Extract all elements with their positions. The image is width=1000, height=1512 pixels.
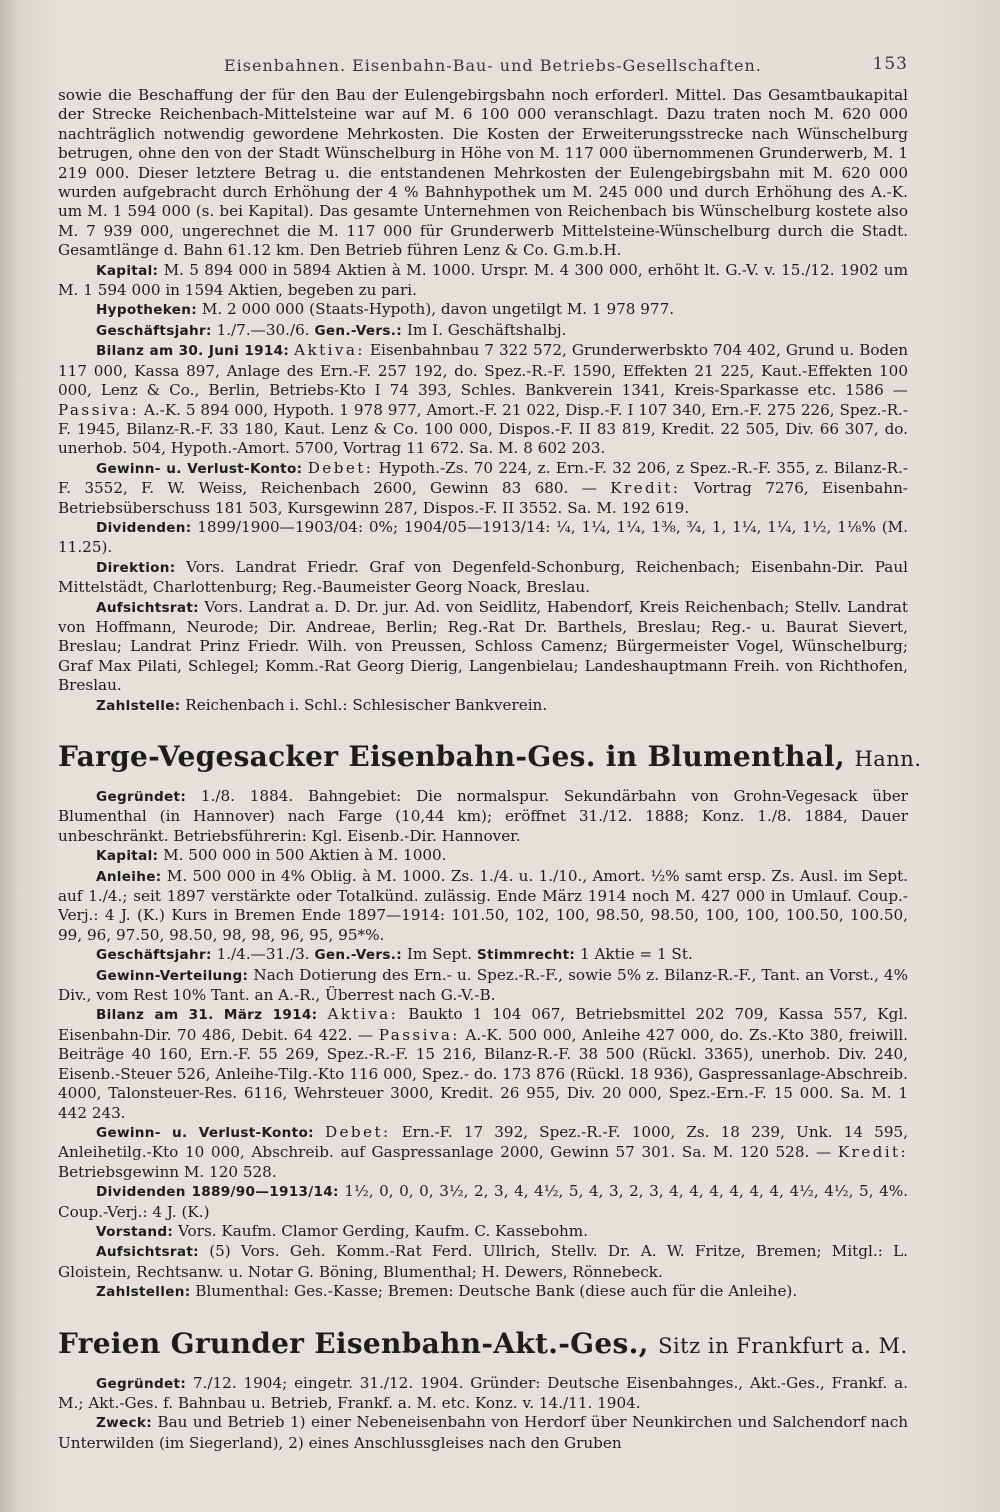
kredit-word: Kredit:	[610, 479, 681, 498]
gen-vers-text: Im Sept.	[406, 945, 473, 964]
geschaeftsjahr-label: Geschäftsjahr:	[96, 947, 212, 964]
aktiva-word: Aktiva:	[327, 1005, 399, 1024]
guv-label: Gewinn- u. Verlust-Konto:	[96, 460, 303, 477]
debet-word: Debet:	[307, 458, 374, 477]
aufsichtsrat-entry	[58, 1242, 908, 1282]
guv-debet-text: Hypoth.-Zs. 70 224, z. Ern.-F. 32 206, z Spez.-R.-F. 355, z. Bilanz-R.-F. 3552, F. W. Weiss, Reichenbach 2600, Gewinn 83 680. —	[58, 458, 908, 498]
section-eulengebirgsbahn	[58, 86, 908, 716]
dividenden-label: Dividenden:	[96, 519, 192, 536]
aufsichtsrat-text: Vors. Landrat a. D. Dr. jur. Ad. von Seidlitz, Habendorf, Kreis Reichenbach; Stellv. Landrat von Hoffmann, Neurode; Dir. Andreae, Berlin; Reg.-Rat Dr. Barthels, Breslau; Reg.- u. Baurat Sievert, Breslau; Landrat Prinz Friedr. Wilh. von Preussen, Schloss Camenz; Bürgermeister Vogel, Wünschelburg; Graf Max Pilati, Schlegel; Komm.-Rat Georg Dierig, Langenbielau; Landeshauptmann Freih. von Richthofen, Breslau.	[58, 597, 909, 695]
guv-kredit-text: Vortrag 7276, Eisenbahn-Betriebsüberschuss 181 503, Kursgewinn 287, Dispos.-F. II 3552. Sa. M. 192 619.	[58, 479, 908, 517]
guv-entry	[58, 1123, 908, 1182]
page-number: 153	[872, 54, 908, 74]
heading-city: Hann.	[854, 747, 922, 771]
passiva-word: Passiva:	[58, 400, 139, 419]
kapital-entry	[58, 846, 908, 866]
zahlstellen-label: Zahlstellen:	[96, 1284, 191, 1301]
bilanz-label: Bilanz am 30. Juni 1914:	[96, 343, 290, 360]
aufsichtsrat-label: Aufsichtsrat:	[96, 1244, 199, 1261]
direktion-text: Vors. Landrat Friedr. Graf von Degenfeld-Schonburg, Reichenbach; Eisenbahn-Dir. Paul Mittelstädt, Charlottenburg; Reg.-Baumeister Georg Noack, Breslau.	[58, 557, 909, 597]
heading-seat: Sitz in Frankfurt a. M.	[658, 1333, 908, 1358]
geschaeftsjahr-text: 1./4.—31./3.	[216, 945, 310, 964]
direktion-label: Direktion:	[96, 559, 176, 576]
guv-kredit-text: Betriebsgewinn M. 120 528.	[58, 1162, 277, 1181]
dividenden-label: Dividenden 1889/90—1913/14:	[96, 1184, 339, 1201]
bilanz-entry	[58, 341, 908, 458]
bilanz-entry	[58, 1005, 908, 1122]
kapital-text: M. 5 894 000 in 5894 Aktien à M. 1000. Urspr. M. 4 300 000, erhöht lt. G.-V. v. 15./12. 1902 um M. 1 594 000 in 1594 Aktien, begeben zu pari.	[58, 260, 908, 300]
bilanz-passiva-text: A.-K. 5 894 000, Hypoth. 1 978 977, Amort.-F. 21 022, Disp.-F. I 107 340, Ern.-F. 275 226, Spez.-R.-F. 1945, Bilanz-R.-F. 33 180, Kaut. Lenz & Co. 100 000, Dispos.-F. II 83 819, Kredit. 22 505, Div. 66 307, do. unerhob. 504, Hypoth.-Amort. 5700, Vortrag 11 672. Sa. M. 8 602 203.	[58, 400, 908, 458]
zweck-entry	[58, 1413, 908, 1453]
zahlstelle-label: Zahlstelle:	[96, 697, 181, 714]
anleihe-label: Anleihe:	[96, 868, 162, 885]
zweck-text: Bau und Betrieb 1) einer Nebeneisenbahn von Herdorf über Neunkirchen und Salchendorf nach Unterwilden (im Siegerland), 2) eines Anschlussgleises nach den Gruben	[58, 1413, 909, 1452]
geschaeftsjahr-text: 1./7.—30./6.	[216, 320, 310, 339]
debet-word: Debet:	[324, 1122, 391, 1141]
gewinn-verteilung-label: Gewinn-Verteilung:	[96, 967, 249, 984]
kapital-label: Kapital:	[96, 262, 159, 279]
heading-company: Freien Grunder Eisenbahn-Akt.-Ges.,	[58, 1326, 649, 1360]
gewinn-verteilung-entry	[58, 966, 908, 1006]
stimmrecht-label: Stimmrecht:	[476, 947, 576, 964]
gen-vers-label: Gen.-Vers.:	[314, 947, 403, 964]
aufsichtsrat-text: (5) Vors. Geh. Komm.-Rat Ferd. Ullrich, Stellv. Dr. A. W. Fritze, Bremen; Mitgl.: L. Gloistein, Rechtsanw. u. Notar G. Böning, Blumenthal; H. Dewers, Rönnebeck.	[58, 1242, 909, 1281]
kapital-text: M. 500 000 in 500 Aktien à M. 1000.	[163, 846, 447, 865]
bilanz-aktiva-text: Baukto 1 104 067, Betriebsmittel 202 709, Kassa 557, Kgl. Eisenbahn-Dir. 70 486, Debit. 64 422. —	[58, 1005, 909, 1044]
aufsichtsrat-entry	[58, 598, 908, 696]
bilanz-aktiva-text: Eisenbahnbau 7 322 572, Grunderwerbskto 704 402, Grund u. Boden 117 000, Kassa 897, Anlage des Ern.-F. 257 192, do. Spez.-R.-F. 1590, Effekten 21 225, Kaut.-Effekten 100 000, Lenz & Co., Berlin, Betriebs-Kto I 74 393, Schles. Bankverein 1341, Kreis-Sparkasse etc. 1586 —	[58, 341, 908, 400]
gen-vers-text: Im I. Geschäftshalbj.	[406, 320, 567, 339]
guv-entry	[58, 459, 908, 518]
gegruendet-label: Gegründet:	[96, 1375, 187, 1392]
hypotheken-entry	[58, 300, 908, 320]
gegruendet-text: 1./8. 1884. Bahngebiet: Die normalspur. Sekundärbahn von Grohn-Vegesack über Blumenthal (in Hannover) nach Farge (10,44 km); eröffnet 31./12. 1888; Konz. 1./8. 1884, Dauer unbeschränkt. Betriebsführerin: Kgl. Eisenb.-Dir. Hannover.	[58, 787, 909, 845]
geschaeftsjahr-entry	[58, 321, 908, 341]
zweck-label: Zweck:	[96, 1415, 152, 1432]
running-header	[58, 46, 908, 86]
kredit-word: Kredit:	[837, 1143, 909, 1162]
dividenden-text: 1½, 0, 0, 0, 3½, 2, 3, 4, 4½, 5, 4, 3, 2, 3, 4, 4, 4, 4, 4, 4, 4½, 4½, 5, 4%. Coup.-Verj.: 4 J. (K.)	[58, 1182, 908, 1221]
dividenden-entry	[58, 518, 908, 558]
guv-debet-text: Ern.-F. 17 392, Spez.-R.-F. 1000, Zs. 18 239, Unk. 14 595, Anleihetilg.-Kto 10 000, Abschreib. auf Gaspressanlage 2000, Gewinn 57 301. Sa. M. 120 528. —	[58, 1122, 909, 1162]
aufsichtsrat-label: Aufsichtsrat:	[96, 599, 199, 616]
heading-company: Farge-Vegesacker Eisenbahn-Ges. in Blumenthal,	[58, 740, 846, 773]
zahlstellen-entry	[58, 1282, 908, 1302]
gegruendet-text: 7./12. 1904; eingetr. 31./12. 1904. Gründer: Deutsche Eisenbahnges., Akt.-Ges., Frankf. a. M.; Akt.-Ges. f. Bahnbau u. Betrieb, Frankf. a. M. etc. Konz. v. 14./11. 1904.	[58, 1373, 908, 1412]
vorstand-text: Vors. Kaufm. Clamor Gerding, Kaufm. C. Kassebohm.	[177, 1221, 588, 1240]
bilanz-passiva-text: A.-K. 500 000, Anleihe 427 000, do. Zs.-Kto 380, freiwill. Beiträge 40 160, Ern.-F. 55 269, Spez.-R.-F. 15 216, Bilanz-R.-F. 38 500 (Rückl. 3365), unerhob. Div. 240, Eisenb.-Steuer 526, Anleihe-Tilg.-Kto 116 000, Spez.- do. 173 876 (Rückl. 18 936), Gaspressanlage-Abschreib. 4000, Talonsteuer-Res. 6116, Wehrsteuer 3000, Kredit. 26 955, Div. 20 000, Spez.-Ern.-F. 15 000. Sa. M. 1 442 243.	[58, 1025, 909, 1122]
intro-paragraph: sowie die Beschaffung der für den Bau der Eulengebirgsbahn noch erforderl. Mittel. Das Gesamtbaukapital der Strecke Reichenbach-Mittelsteine war auf M. 6 100 000 veranschlagt. Dazu traten noch M. 620 000 nachträglich notwendig gewordene Mehrkosten. Die Kosten der Erweiterungsstrecke nach Wünschelburg betrugen, ohne den von der Stadt Wünschelburg in Höhe von M. 117 000 übernommenen Grunderwerb, M. 1 219 000. Dieser letztere Betrag u. die entstandenen Mehrkosten der Eulengebirgsbahn mit M. 620 000 wurden aufgebracht durch Erhöhung der 4 % Bahnhypothek um M. 245 000 und durch Erhöhung des A.-K. um M. 1 594 000 (s. bei Kapital). Das gesamte Unternehmen von Reichenbach bis Wünschelburg kostete also M. 7 939 000, ungerechnet die M. 117 000 für Grunderwerb Mittelsteine-Wünschelburg durch die Stadt. Gesamtlänge d. Bahn 61.12 km. Den Betrieb führen Lenz & Co. G.m.b.H.	[58, 86, 908, 260]
kapital-entry	[58, 261, 908, 301]
hypotheken-text: M. 2 000 000 (Staats-Hypoth), davon ungetilgt M. 1 978 977.	[201, 300, 675, 319]
geschaeftsjahr-entry	[58, 945, 908, 965]
anleihe-entry	[58, 867, 908, 946]
gegruendet-entry	[58, 787, 908, 846]
vorstand-label: Vorstand:	[96, 1223, 174, 1240]
section-farge-vegesacker	[58, 740, 922, 1303]
anleihe-text: M. 500 000 in 4% Oblig. à M. 1000. Zs. 1./4. u. 1./10., Amort. ½% samt ersp. Zs. Ausl. im Sept. auf 1./4.; seit 1897 verstärkte oder Totalkünd. zulässig. Ende März 1914 noch M. 427 000 in Umlauf. Coup.-Verj.: 4 J. (K.) Kurs in Bremen Ende 1897—1914: 101.50, 102, 100, 98.50, 98.50, 100, 100, 100.50, 100.50, 99, 96, 97.50, 98.50, 98, 98, 96, 95, 95*%.	[58, 866, 909, 944]
gen-vers-label: Gen.-Vers.:	[314, 322, 403, 339]
guv-label: Gewinn- u. Verlust-Konto:	[96, 1124, 314, 1141]
dividenden-entry	[58, 1182, 908, 1222]
header-title: Eisenbahnen. Eisenbahn-Bau- und Betriebs-Gesellschaften.	[224, 56, 762, 75]
gegruendet-label: Gegründet:	[96, 789, 187, 805]
section-heading	[58, 740, 922, 773]
section-freien-grunder	[58, 1327, 908, 1454]
gegruendet-entry	[58, 1374, 908, 1414]
dividenden-text: 1899/1900—1903/04: 0%; 1904/05—1913/14: ¼, 1¼, 1¼, 1⅜, ¾, 1, 1¼, 1¼, 1½, 1⅛% (M. 11.25).	[58, 517, 909, 557]
direktion-entry	[58, 558, 908, 598]
bilanz-label: Bilanz am 31. März 1914:	[96, 1007, 318, 1024]
zahlstellen-text: Blumenthal: Ges.-Kasse; Bremen: Deutsche Bank (diese auch für die Anleihe).	[195, 1282, 798, 1301]
hypotheken-label: Hypotheken:	[96, 302, 198, 319]
passiva-word: Passiva:	[378, 1025, 460, 1044]
gewinn-verteilung-text: Nach Dotierung des Ern.- u. Spez.-R.-F., sowie 5% z. Bilanz-R.-F., Tant. an Vorst., 4% Div., vom Rest 10% Tant. an A.-R., Überrest nach G.-V.-B.	[58, 965, 908, 1005]
zahlstelle-entry	[58, 696, 908, 716]
aktiva-word: Aktiva:	[294, 341, 365, 360]
kapital-label: Kapital:	[96, 848, 159, 865]
vorstand-entry	[58, 1222, 908, 1242]
geschaeftsjahr-label: Geschäftsjahr:	[96, 322, 212, 339]
zahlstelle-text: Reichenbach i. Schl.: Schlesischer Bankverein.	[185, 695, 548, 714]
section-heading	[58, 1327, 908, 1360]
stimmrecht-text: 1 Aktie = 1 St.	[579, 945, 693, 964]
